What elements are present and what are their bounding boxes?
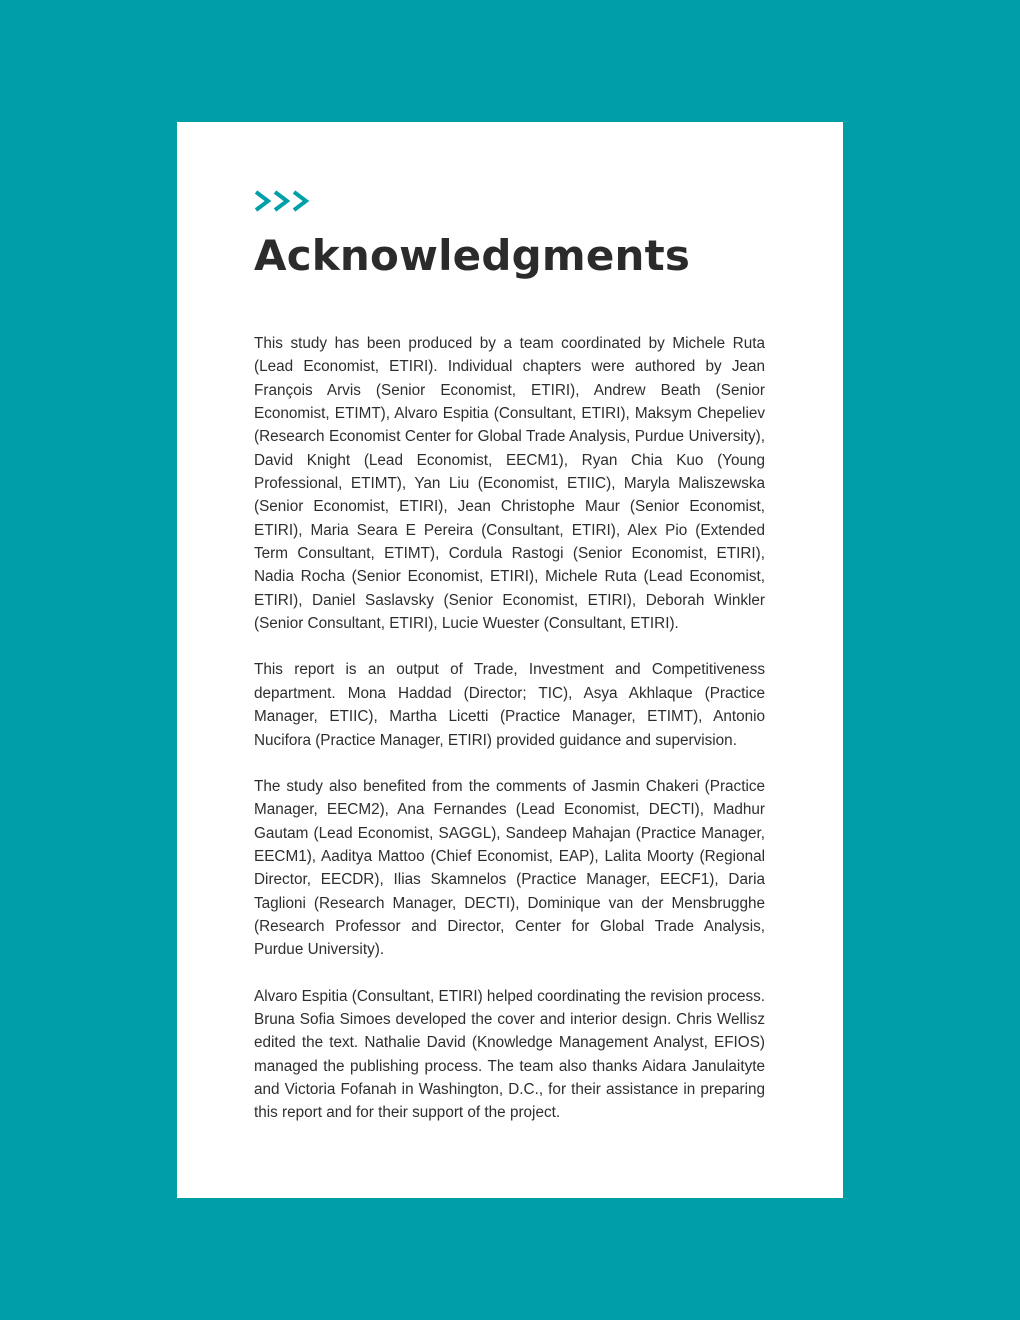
chevrons-icon-graphic xyxy=(254,188,314,214)
page-sheet xyxy=(177,122,843,1198)
paragraph-authors: This study has been produced by a team coordinated by Michele Ruta (Lead Economist, ETIRI). Individual chapters were authored by Jean François Arvis (Senior Economist, ETIRI), Andrew Beath (Senior Economist, ETIMT), Alvaro Espitia (Consultant, ETIRI), Maksym Chepeliev (Research Economist Center for Global Trade Analysis, Purdue University), David Knight (Lead Economist, EECM1), Ryan Chia Kuo (Young Professional, ETIMT), Yan Liu (Economist, ETIIC), Maryla Maliszewska (Senior Economist, ETIRI), Jean Christophe Maur (Senior Economist, ETIRI), Maria Seara E Pereira (Consultant, ETIRI), Alex Pio (Extended Term Consultant, ETIMT), Cordula Rastogi (Senior Economist, ETIRI), Nadia Rocha (Senior Economist, ETIRI), Michele Ruta (Lead Economist, ETIRI), Daniel Saslavsky (Senior Economist, ETIRI), Deborah Winkler (Senior Consultant, ETIRI), Lucie Wuester (Consultant, ETIRI). xyxy=(254,335,765,633)
paragraph-department: This report is an output of Trade, Investment and Competitiveness department. Mona Haddad (Director; TIC), Asya Akhlaque (Practice Manager, ETIIC), Martha Licetti (Practice Manager, ETIMT), Antonio Nucifora (Practice Manager, ETIRI) provided guidance and supervision. xyxy=(254,661,765,749)
page-title: Acknowledgments xyxy=(254,231,691,280)
paragraph-production: Alvaro Espitia (Consultant, ETIRI) helped coordinating the revision process. Bruna Sofia Simoes developed the cover and interior design. Chris Wellisz edited the text. Nathalie David (Knowledge Management Analyst, EFIOS) managed the publishing process. The team also thanks Aidara Janulaityte and Victoria Fofanah in Washington, D.C., for their assistance in preparing this report and for their support of the project. xyxy=(254,987,765,1122)
acknowledgments-body xyxy=(254,332,765,1148)
chevrons-icon xyxy=(254,188,314,214)
paragraph-reviewers: The study also benefited from the comments of Jasmin Chakeri (Practice Manager, EECM2), Ana Fernandes (Lead Economist, DECTI), Madhur Gautam (Lead Economist, SAGGL), Sandeep Mahajan (Practice Manager, EECM1), Aaditya Mattoo (Chief Economist, EAP), Lalita Moorty (Regional Director, EECDR), Ilias Skamnelos (Practice Manager, EECF1), Daria Taglioni (Research Manager, DECTI), Dominique van der Mensbrugghe (Research Professor and Director, Center for Global Trade Analysis, Purdue University). xyxy=(254,777,765,959)
